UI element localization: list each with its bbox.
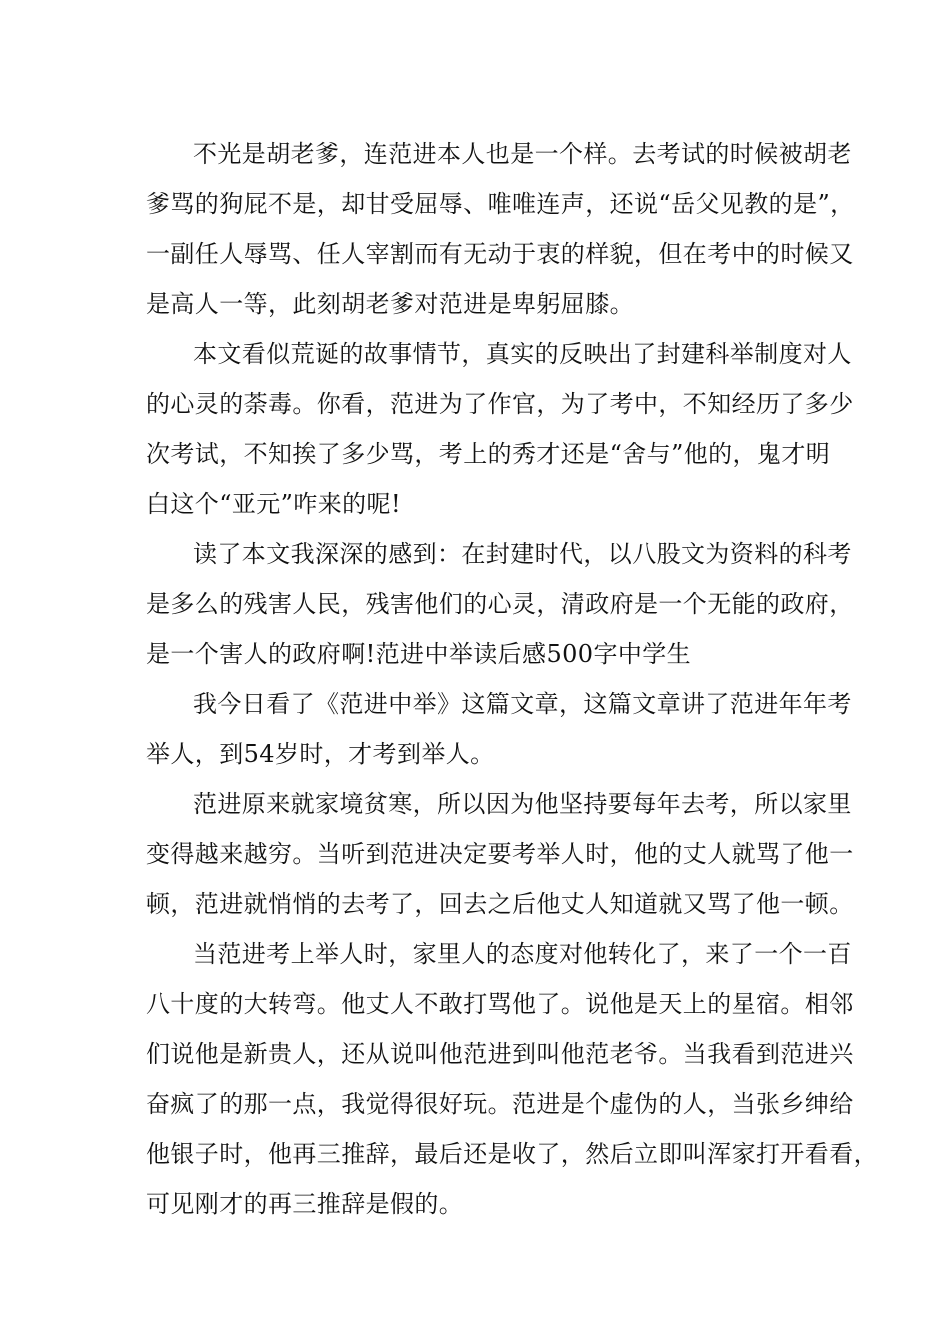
text-line: 本文看似荒诞的故事情节，真实的反映出了封建科举制度对人 xyxy=(193,340,852,368)
text-line: 是一个害人的政府啊!范进中举读后感500字中学生 xyxy=(146,640,692,668)
text-line: 当范进考上举人时，家里人的态度对他转化了，来了一个一百 xyxy=(193,940,852,968)
text-line: 奋疯了的那一点，我觉得很好玩。范进是个虚伪的人，当张乡绅给 xyxy=(146,1090,854,1118)
text-line: 我今日看了《范进中举》这篇文章，这篇文章讲了范进年年考 xyxy=(193,690,852,718)
text-line: 范进原来就家境贫寒，所以因为他坚持要每年去考，所以家里 xyxy=(193,790,852,818)
text-line: 的心灵的荼毒。你看，范进为了作官，为了考中，不知经历了多少 xyxy=(146,390,854,418)
text-line: 变得越来越穷。当听到范进决定要考举人时，他的丈人就骂了他一 xyxy=(146,840,854,868)
text-line: 举人，到54岁时，才考到举人。 xyxy=(146,740,495,768)
text-line: 八十度的大转弯。他丈人不敢打骂他了。说他是天上的星宿。相邻 xyxy=(146,990,854,1018)
text-line: 爹骂的狗屁不是，却甘受屈辱、唯唯连声，还说“岳父见教的是”， xyxy=(146,190,855,218)
text-line: 他银子时，他再三推辞，最后还是收了，然后立即叫浑家打开看看， xyxy=(146,1140,878,1168)
text-line: 是高人一等，此刻胡老爹对范进是卑躬屈膝。 xyxy=(146,290,634,318)
text-line: 不光是胡老爹，连范进本人也是一个样。去考试的时候被胡老 xyxy=(193,140,852,168)
text-line: 顿，范进就悄悄的去考了，回去之后他丈人知道就又骂了他一顿。 xyxy=(146,890,854,918)
text-line: 次考试，不知挨了多少骂，考上的秀才还是“舍与”他的，鬼才明 xyxy=(146,440,831,468)
text-line: 白这个“亚元”咋来的呢! xyxy=(146,490,401,518)
text-line: 一副任人辱骂、任人宰割而有无动于衷的样貌，但在考中的时候又 xyxy=(146,240,854,268)
text-line: 们说他是新贵人，还从说叫他范进到叫他范老爷。当我看到范进兴 xyxy=(146,1040,854,1068)
text-line: 读了本文我深深的感到：在封建时代，以八股文为资料的科考 xyxy=(193,540,852,568)
text-line: 可见刚才的再三推辞是假的。 xyxy=(146,1190,464,1218)
text-line: 是多么的残害人民，残害他们的心灵，清政府是一个无能的政府， xyxy=(146,590,854,618)
